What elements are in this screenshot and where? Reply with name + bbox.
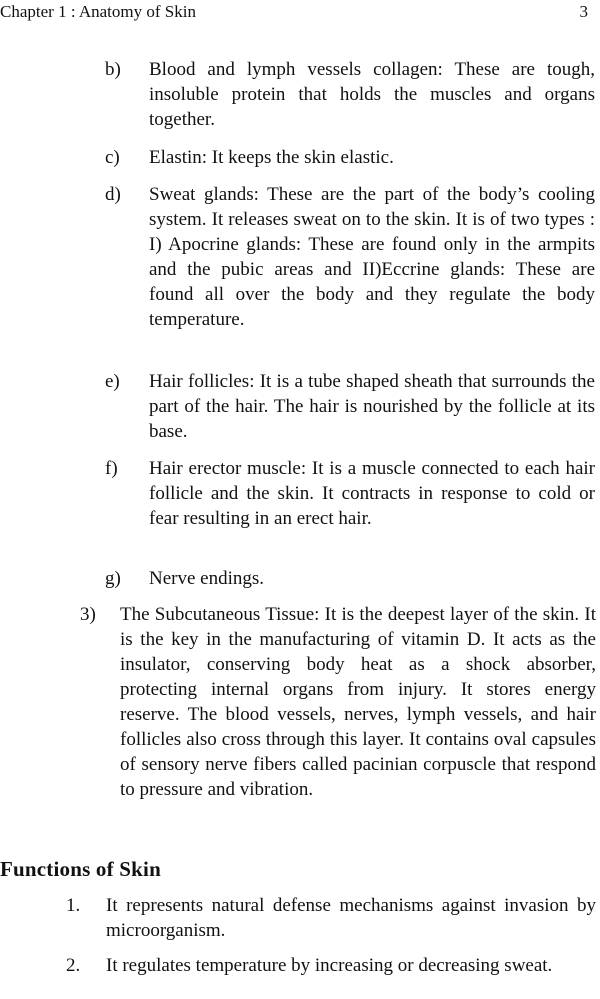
item-label: d) [105, 184, 121, 205]
chapter-title: Chapter 1 : Anatomy of Skin [0, 2, 196, 21]
item-text: Elastin: It keeps the skin elastic. [149, 147, 394, 168]
item-text: Nerve endings. [149, 568, 265, 589]
list-item-c [105, 145, 595, 170]
item-text: Sweat glands: These are the part of the body’s cooling system. It releases sweat on to the skin. It is of two types : I) Apocrine glands: These are found only in the armpits and the pubic areas and II)Eccrine glands: These are found all over the body and they regulate the body temperature. [149, 184, 595, 330]
list-item-f [105, 456, 595, 531]
list-item-3 [80, 602, 596, 802]
section-heading: Functions of Skin [0, 857, 161, 881]
item-label: f) [105, 458, 118, 479]
list-item-d [105, 182, 595, 332]
item-label: 1. [66, 895, 81, 916]
list-item-b [105, 57, 595, 132]
item-text: The Subcutaneous Tissue: It is the deepest layer of the skin. It is the key in the manufacturing of vitamin D. It acts as the insulator, conserving body heat as a shock absorber, protecting internal organs from injury. It stores energy reserve. The blood vessels, nerves, lymph vessels, and hair follicles also cross through this layer. It contains oval capsules of sensory nerve fibers called pacinian corpuscle that respond to pressure and vibration. [120, 604, 596, 800]
item-text: It regulates temperature by increasing or decreasing sweat. [106, 955, 553, 976]
item-label: 3) [80, 604, 96, 625]
running-header [0, 0, 600, 30]
item-label: c) [105, 147, 120, 168]
item-label: 2. [66, 955, 81, 976]
item-label: e) [105, 371, 120, 392]
item-text: Hair erector muscle: It is a muscle connected to each hair follicle and the skin. It contracts in response to cold or fear resulting in an erect hair. [149, 458, 595, 529]
item-text: It represents natural defense mechanisms against invasion by microorganism. [106, 895, 596, 941]
function-item-2 [66, 953, 596, 978]
item-label: b) [105, 59, 121, 80]
function-item-1 [66, 893, 596, 943]
item-text: Blood and lymph vessels collagen: These are tough, insoluble protein that holds the muscles and organs together. [149, 59, 595, 130]
list-item-e [105, 369, 595, 444]
page-number: 3 [579, 2, 588, 21]
item-text: Hair follicles: It is a tube shaped sheath that surrounds the part of the hair. The hair is nourished by the follicle at its base. [149, 371, 595, 442]
item-label: g) [105, 568, 121, 589]
list-item-g [105, 566, 595, 591]
